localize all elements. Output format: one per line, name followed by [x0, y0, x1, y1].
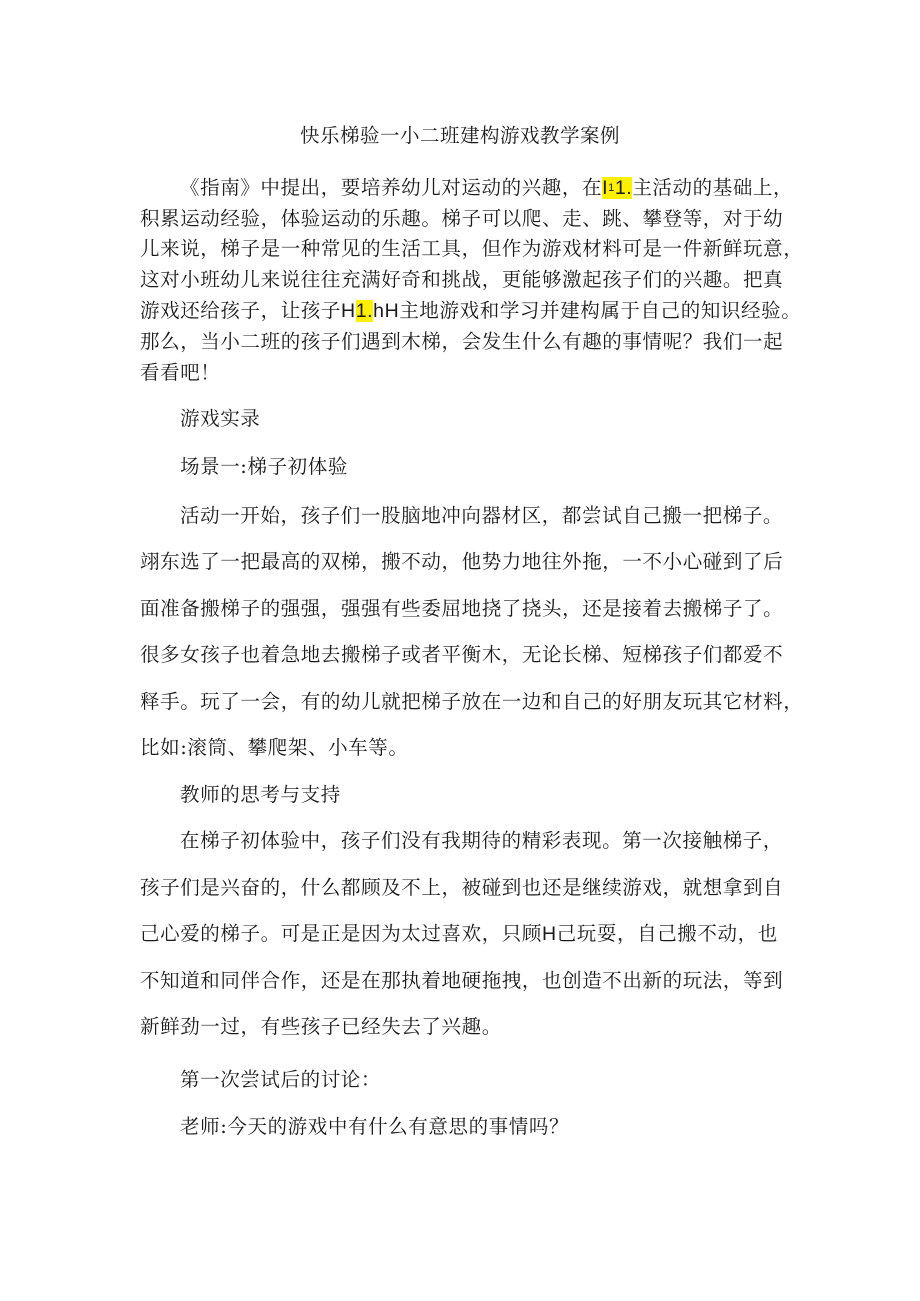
teacher-line-3 [140, 919, 778, 949]
garbled-sup: 1 [608, 182, 615, 194]
garbled-char: H [341, 300, 356, 322]
intro-line-7: 看看吧！ [140, 361, 221, 384]
teacher-line-4: 不知道和同伴合作，还是在那执着地硬拖拽，也创造不出新的玩法，等到 [140, 969, 784, 992]
intro-line-5 [140, 296, 801, 326]
scene1-line-5: 释手。玩了一会，有的幼儿就把梯子放在一边和自己的好朋友玩其它材料， [140, 690, 804, 713]
section-heading-scene1: 场景一:梯子初体验 [180, 455, 348, 478]
teacher-text: 己玩耍，自己搬不动，也 [556, 922, 778, 945]
scene1-line-1: 活动一开始，孩子们一股脑地冲向器材区，都尝试自己搬一把梯子。 [180, 504, 784, 527]
dialog-line-teacher: 老师:今天的游戏中有什么有意思的事情吗？ [180, 1115, 570, 1138]
garbled-char: 1. [614, 177, 633, 199]
document-title: 快乐梯验一小二班建构游戏教学案例 [299, 124, 620, 147]
intro-line-2: 积累运动经验，体验运动的乐趣。梯子可以爬、走、跳、攀登等，对于幼 [140, 207, 784, 230]
intro-line-3: 儿来说，梯子是一种常见的生活工具，但作为游戏材料可是一件新鲜玩意， [140, 237, 804, 260]
section-heading-teacher: 教师的思考与支持 [180, 783, 341, 806]
highlighted-garbled-text [602, 177, 632, 199]
garbled-char: hH [373, 300, 400, 322]
intro-line-4: 这对小班幼儿来说往往充满好奇和挑战，更能够激起孩子们的兴趣。把真 [140, 268, 784, 291]
teacher-text: 己心爱的梯子。可是正是因为太过喜欢，只顾 [140, 922, 543, 945]
intro-text: 主地游戏和学习并建构属于自己的知识经验。 [399, 299, 802, 322]
scene1-line-6: 比如:滚筒、攀爬架、小车等。 [140, 736, 409, 759]
intro-text: 主活动的基础上， [632, 176, 794, 199]
scene1-line-4: 很多女孩子也着急地去搬梯子或者平衡木，无论长梯、短梯孩子们都爱不 [140, 643, 784, 666]
intro-line-1 [180, 173, 793, 203]
intro-text: 《指南》中提出，要培养幼儿对运动的兴趣，在 [180, 176, 603, 199]
teacher-line-1: 在梯子初体验中，孩子们没有我期待的精彩表现。第一次接触梯子， [180, 829, 784, 852]
intro-text: 游戏还给孩子，让孩子 [140, 299, 342, 322]
garbled-char: I [602, 177, 609, 199]
section-heading-record: 游戏实录 [180, 407, 261, 430]
highlighted-garbled-text: 1. [355, 300, 374, 322]
section-heading-discussion: 第一次尝试后的讨论： [180, 1068, 382, 1091]
garbled-char: H [542, 923, 557, 945]
scene1-line-3: 面准备搬梯子的强强，强强有些委屈地挠了挠头，还是接着去搬梯子了。 [140, 597, 784, 620]
teacher-line-2: 孩子们是兴奋的，什么都顾及不上，被碰到也还是继续游戏，就想拿到自 [140, 876, 784, 899]
teacher-line-5: 新鲜劲一过，有些孩子已经失去了兴趣。 [140, 1015, 502, 1038]
intro-line-6: 那么，当小二班的孩子们遇到木梯，会发生什么有趣的事情呢？我们一起 [140, 330, 784, 353]
scene1-line-2: 翊东选了一把最高的双梯，搬不动，他势力地往外拖，一不小心碰到了后 [140, 550, 784, 573]
